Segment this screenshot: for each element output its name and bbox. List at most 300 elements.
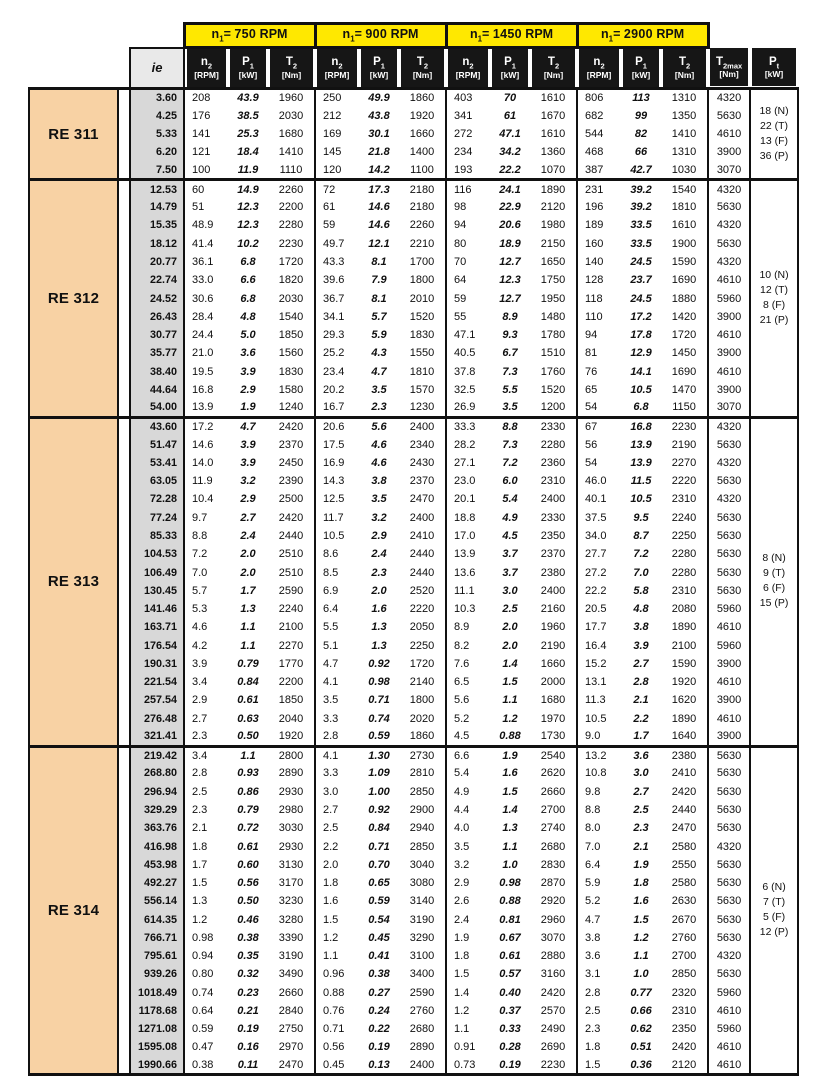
table-row (29, 235, 798, 253)
t2-value: 2310 (661, 490, 708, 508)
ie-value: 18.12 (130, 235, 184, 253)
t2-value: 2730 (399, 746, 446, 764)
n2-value: 27.2 (577, 563, 621, 581)
t2-value: 3280 (268, 910, 315, 928)
table-row (29, 673, 798, 691)
pt-ratings-cell (750, 180, 798, 417)
n2-value: 20.5 (577, 600, 621, 618)
p1-value: 4.5 (490, 527, 530, 545)
table-row (29, 618, 798, 636)
t2max-value: 5630 (708, 436, 750, 454)
t2-value: 1400 (399, 143, 446, 161)
n2-value: 544 (577, 125, 621, 143)
n2-value: 3.4 (184, 746, 228, 764)
ie-value: 257.54 (130, 691, 184, 709)
model-cell: RE 311 (29, 89, 118, 180)
t2-value: 1350 (661, 107, 708, 125)
n2-value: 94 (446, 216, 490, 234)
table-row (29, 600, 798, 618)
t2-value: 2380 (661, 746, 708, 764)
t2-value: 3390 (268, 929, 315, 947)
n2-value: 2.5 (577, 1002, 621, 1020)
t2-value: 2410 (399, 527, 446, 545)
table-row (29, 198, 798, 216)
t2-value: 1470 (661, 381, 708, 399)
p1-value: 8.7 (621, 527, 661, 545)
t2-value: 2390 (268, 472, 315, 490)
n2-value: 1.3 (184, 892, 228, 910)
pt-rating-line: 21 (P) (759, 313, 789, 326)
t2-value: 2490 (530, 1020, 577, 1038)
p1-value: 9.3 (490, 326, 530, 344)
t2-value: 1730 (530, 728, 577, 746)
t2-value: 1690 (661, 362, 708, 380)
column-gap (118, 89, 130, 180)
n2-value: 76 (577, 362, 621, 380)
n2-value: 140 (577, 253, 621, 271)
table-row (29, 636, 798, 654)
t2-value: 2630 (661, 892, 708, 910)
p1-value: 0.61 (228, 837, 268, 855)
ie-value: 5.33 (130, 125, 184, 143)
n2-value: 32.5 (446, 381, 490, 399)
t2-value: 2270 (268, 636, 315, 654)
n2-value: 48.9 (184, 216, 228, 234)
t2-value: 2420 (268, 509, 315, 527)
p1-value: 0.27 (359, 984, 399, 1002)
table-row (29, 271, 798, 289)
n2-value: 403 (446, 89, 490, 107)
ie-value: 85.33 (130, 527, 184, 545)
ie-value: 15.35 (130, 216, 184, 234)
pt-rating-line: 13 (F) (760, 134, 789, 147)
n2-value: 212 (315, 107, 359, 125)
t2-value: 3070 (530, 929, 577, 947)
table-row (29, 746, 798, 764)
t2max-value: 3070 (708, 162, 750, 180)
p1-value: 3.7 (490, 563, 530, 581)
p1-value: 4.7 (359, 362, 399, 380)
p1-value: 0.23 (228, 984, 268, 1002)
ie-value: 163.71 (130, 618, 184, 636)
p1-value: 6.0 (490, 472, 530, 490)
t2-value: 2190 (530, 636, 577, 654)
t2-value: 1800 (399, 271, 446, 289)
table-row (29, 472, 798, 490)
ie-column-header: ie (130, 48, 184, 89)
p1-value: 2.4 (228, 527, 268, 545)
t2-value: 2370 (399, 472, 446, 490)
p1-value: 3.5 (490, 399, 530, 417)
t2max-value: 5630 (708, 527, 750, 545)
t2-value: 2400 (399, 1057, 446, 1075)
t2-value: 2700 (530, 801, 577, 819)
n2-value: 51 (184, 198, 228, 216)
t2-value: 3140 (399, 892, 446, 910)
t2-value: 2540 (530, 746, 577, 764)
t2max-value: 4320 (708, 180, 750, 198)
t2-value: 1230 (399, 399, 446, 417)
t2-value: 2590 (268, 582, 315, 600)
p1-value: 2.1 (621, 691, 661, 709)
p1-value: 6.7 (490, 344, 530, 362)
ie-value: 190.31 (130, 655, 184, 673)
t2-value: 1920 (661, 673, 708, 691)
n2-value: 34.1 (315, 308, 359, 326)
ie-value: 20.77 (130, 253, 184, 271)
p1-value: 8.9 (490, 308, 530, 326)
n2-value: 11.1 (446, 582, 490, 600)
t2-value: 1570 (399, 381, 446, 399)
n2-value: 250 (315, 89, 359, 107)
p1-value: 4.3 (359, 344, 399, 362)
p1-value: 21.8 (359, 143, 399, 161)
t2-value: 2420 (268, 417, 315, 435)
t2-value: 2980 (268, 801, 315, 819)
t2max-value: 4320 (708, 837, 750, 855)
t2-value: 2510 (268, 545, 315, 563)
n2-value: 14.3 (315, 472, 359, 490)
p1-value: 5.0 (228, 326, 268, 344)
t2-value: 2220 (399, 600, 446, 618)
p1-value: 2.9 (359, 527, 399, 545)
p1-value: 1.3 (228, 600, 268, 618)
n2-value: 7.6 (446, 655, 490, 673)
p1-value: 3.9 (228, 362, 268, 380)
t2-value: 2400 (399, 509, 446, 527)
t2-value: 1920 (399, 107, 446, 125)
t2max-value: 5630 (708, 910, 750, 928)
t2-value: 2310 (661, 582, 708, 600)
t2-value: 1650 (530, 253, 577, 271)
p1-value: 22.9 (490, 198, 530, 216)
t2-value: 1720 (661, 326, 708, 344)
t2-value: 3230 (268, 892, 315, 910)
ie-value: 614.35 (130, 910, 184, 928)
t2-value: 2100 (268, 618, 315, 636)
n2-value: 3.2 (446, 856, 490, 874)
table-row (29, 582, 798, 600)
t2max-value: 4610 (708, 710, 750, 728)
rpm-header-900: $n_1= 900$ RPM (315, 24, 446, 48)
p1-value: 5.4 (490, 490, 530, 508)
t2-column-header: $T_2$ [Nm] (530, 48, 577, 89)
t2-value: 2930 (268, 783, 315, 801)
n2-value: 5.9 (577, 874, 621, 892)
t2-value: 2550 (661, 856, 708, 874)
n2-column-header: $n_2$ [RPM] (315, 48, 359, 89)
t2-value: 1920 (268, 728, 315, 746)
t2-value: 2320 (661, 984, 708, 1002)
t2-value: 2370 (268, 436, 315, 454)
p1-value: 43.9 (228, 89, 268, 107)
t2-value: 2920 (530, 892, 577, 910)
p1-value: 12.7 (490, 289, 530, 307)
ie-value: 1595.08 (130, 1038, 184, 1056)
t2-value: 3290 (399, 929, 446, 947)
t2-value: 2890 (268, 764, 315, 782)
p1-value: 3.9 (228, 436, 268, 454)
t2-value: 2700 (661, 947, 708, 965)
t2-value: 2470 (268, 1057, 315, 1075)
ie-value: 268.80 (130, 764, 184, 782)
p1-value: 0.13 (359, 1057, 399, 1075)
n2-value: 12.5 (315, 490, 359, 508)
ie-value: 44.64 (130, 381, 184, 399)
t2-value: 2960 (530, 910, 577, 928)
table-row (29, 1002, 798, 1020)
n2-value: 28.4 (184, 308, 228, 326)
ie-value: 12.53 (130, 180, 184, 198)
t2-value: 2240 (661, 509, 708, 527)
n2-value: 196 (577, 198, 621, 216)
t2max-value: 4610 (708, 618, 750, 636)
t2-value: 1100 (399, 162, 446, 180)
p1-value: 1.5 (490, 673, 530, 691)
t2-value: 2230 (530, 1057, 577, 1075)
p1-value: 1.9 (490, 746, 530, 764)
rpm-header-1450: $n_1= 1450$ RPM (446, 24, 577, 48)
n2-value: 61 (315, 198, 359, 216)
p1-value: 0.16 (228, 1038, 268, 1056)
t2-value: 1030 (661, 162, 708, 180)
n2-value: 3.0 (315, 783, 359, 801)
pt-rating-line: 9 (T) (762, 567, 786, 580)
t2-value: 1680 (268, 125, 315, 143)
n2-value: 0.91 (446, 1038, 490, 1056)
t2-value: 3170 (268, 874, 315, 892)
t2-value: 2330 (530, 417, 577, 435)
p1-value: 4.6 (359, 436, 399, 454)
t2-value: 3080 (399, 874, 446, 892)
t2-value: 1550 (399, 344, 446, 362)
n2-value: 387 (577, 162, 621, 180)
t2-value: 1810 (399, 362, 446, 380)
t2-value: 1770 (268, 655, 315, 673)
p1-value: 1.9 (621, 856, 661, 874)
p1-value: 42.7 (621, 162, 661, 180)
t2-value: 2380 (530, 563, 577, 581)
n2-value: 120 (315, 162, 359, 180)
n2-value: 7.0 (577, 837, 621, 855)
table-row (29, 764, 798, 782)
t2-value: 2370 (530, 545, 577, 563)
n2-value: 6.5 (446, 673, 490, 691)
n2-value: 10.3 (446, 600, 490, 618)
t2-value: 1660 (399, 125, 446, 143)
p1-value: 24.1 (490, 180, 530, 198)
t2-value: 2800 (268, 746, 315, 764)
table-row (29, 399, 798, 417)
n2-value: 20.1 (446, 490, 490, 508)
n2-value: 4.7 (577, 910, 621, 928)
table-row (29, 801, 798, 819)
p1-value: 3.9 (621, 636, 661, 654)
n2-value: 4.7 (315, 655, 359, 673)
n2-value: 29.3 (315, 326, 359, 344)
n2-value: 2.6 (446, 892, 490, 910)
t2max-value: 5630 (708, 582, 750, 600)
n2-value: 17.2 (184, 417, 228, 435)
n2-value: 17.7 (577, 618, 621, 636)
t2max-value: 5630 (708, 235, 750, 253)
t2-value: 2220 (661, 472, 708, 490)
n2-value: 5.1 (315, 636, 359, 654)
p1-value: 3.7 (490, 545, 530, 563)
pt-rating-line: 5 (F) (762, 910, 786, 923)
p1-value: 12.7 (490, 253, 530, 271)
t2-value: 1850 (268, 326, 315, 344)
p1-value: 1.09 (359, 764, 399, 782)
table-row (29, 892, 798, 910)
p1-value: 33.5 (621, 235, 661, 253)
p1-value: 5.5 (490, 381, 530, 399)
p1-value: 1.00 (359, 783, 399, 801)
t2-value: 2200 (268, 198, 315, 216)
p1-value: 0.45 (359, 929, 399, 947)
p1-value: 0.98 (359, 673, 399, 691)
n2-value: 0.64 (184, 1002, 228, 1020)
t2-value: 2750 (268, 1020, 315, 1038)
t2-value: 2160 (530, 600, 577, 618)
t2-value: 2660 (268, 984, 315, 1002)
n2-value: 2.7 (184, 710, 228, 728)
p1-value: 1.30 (359, 746, 399, 764)
p1-value: 3.2 (228, 472, 268, 490)
t2-value: 2260 (268, 180, 315, 198)
pt-rating-line: 36 (P) (759, 149, 789, 162)
ie-value: 130.45 (130, 582, 184, 600)
p1-value: 6.8 (228, 289, 268, 307)
p1-value: 2.9 (228, 381, 268, 399)
table-row (29, 819, 798, 837)
t2-value: 2330 (530, 509, 577, 527)
t2max-value: 5630 (708, 856, 750, 874)
p1-value: 0.79 (228, 655, 268, 673)
t2-value: 1360 (530, 143, 577, 161)
t2-value: 3100 (399, 947, 446, 965)
t2-value: 2310 (530, 472, 577, 490)
p1-value: 7.2 (621, 545, 661, 563)
n2-value: 17.5 (315, 436, 359, 454)
n2-value: 3.3 (315, 764, 359, 782)
n2-value: 0.59 (184, 1020, 228, 1038)
p1-value: 0.59 (359, 892, 399, 910)
t2max-value: 5960 (708, 984, 750, 1002)
n2-value: 0.80 (184, 965, 228, 983)
table-row (29, 344, 798, 362)
n2-value: 67 (577, 417, 621, 435)
n2-value: 0.71 (315, 1020, 359, 1038)
table-row (29, 947, 798, 965)
p1-value: 3.6 (228, 344, 268, 362)
p1-value: 66 (621, 143, 661, 161)
t2-value: 1590 (661, 655, 708, 673)
n2-value: 1.7 (184, 856, 228, 874)
p1-value: 0.37 (490, 1002, 530, 1020)
p1-value: 0.84 (359, 819, 399, 837)
p1-value: 20.6 (490, 216, 530, 234)
n2-value: 4.2 (184, 636, 228, 654)
p1-value: 3.0 (621, 764, 661, 782)
t2-value: 1890 (661, 710, 708, 728)
p1-value: 5.6 (359, 417, 399, 435)
p1-value: 0.40 (490, 984, 530, 1002)
p1-value: 25.3 (228, 125, 268, 143)
pt-column-header: $P_t$ [kW] (750, 48, 798, 89)
t2max-value: 5960 (708, 636, 750, 654)
t2-value: 2440 (399, 545, 446, 563)
t2max-value: 4320 (708, 454, 750, 472)
t2-value: 2030 (268, 289, 315, 307)
n2-value: 6.6 (446, 746, 490, 764)
t2-value: 3490 (268, 965, 315, 983)
n2-value: 0.88 (315, 984, 359, 1002)
t2-value: 1850 (268, 691, 315, 709)
n2-value: 13.1 (577, 673, 621, 691)
p1-value: 1.6 (359, 600, 399, 618)
n2-value: 16.7 (315, 399, 359, 417)
n2-value: 10.8 (577, 764, 621, 782)
t2max-value: 4320 (708, 417, 750, 435)
n2-value: 1.1 (315, 947, 359, 965)
p1-value: 7.0 (621, 563, 661, 581)
t2max-value: 4610 (708, 1002, 750, 1020)
t2-value: 2250 (661, 527, 708, 545)
p1-value: 10.2 (228, 235, 268, 253)
p1-column-header: $P_1$ [kW] (359, 48, 399, 89)
n2-value: 18.8 (446, 509, 490, 527)
t2max-value: 3900 (708, 381, 750, 399)
p1-value: 14.9 (228, 180, 268, 198)
n2-value: 2.2 (315, 837, 359, 855)
t2-value: 2270 (661, 454, 708, 472)
n2-value: 8.5 (315, 563, 359, 581)
t2-value: 2440 (661, 801, 708, 819)
t2-value: 1520 (530, 381, 577, 399)
p1-value: 0.70 (359, 856, 399, 874)
t2-value: 2580 (661, 837, 708, 855)
t2-value: 2850 (661, 965, 708, 983)
t2max-value: 4610 (708, 362, 750, 380)
n2-value: 24.4 (184, 326, 228, 344)
n2-value: 37.8 (446, 362, 490, 380)
p1-value: 2.3 (359, 399, 399, 417)
p1-value: 3.9 (228, 454, 268, 472)
t2max-value: 5960 (708, 1020, 750, 1038)
pt-rating-line: 8 (F) (762, 299, 786, 312)
p1-value: 23.7 (621, 271, 661, 289)
n2-value: 17.0 (446, 527, 490, 545)
t2-value: 1860 (399, 728, 446, 746)
table-row (29, 783, 798, 801)
n2-value: 8.6 (315, 545, 359, 563)
header-spacer (118, 48, 130, 89)
t2-value: 2430 (399, 454, 446, 472)
n2-value: 1.9 (446, 929, 490, 947)
t2-value: 2440 (268, 527, 315, 545)
t2-value: 1700 (399, 253, 446, 271)
n2-value: 4.1 (315, 673, 359, 691)
t2-value: 2440 (399, 563, 446, 581)
t2-value: 2660 (530, 783, 577, 801)
p1-value: 2.5 (621, 801, 661, 819)
t2-value: 2680 (399, 1020, 446, 1038)
p1-value: 4.8 (228, 308, 268, 326)
n2-value: 3.1 (577, 965, 621, 983)
p1-value: 0.62 (621, 1020, 661, 1038)
p1-value: 0.41 (359, 947, 399, 965)
